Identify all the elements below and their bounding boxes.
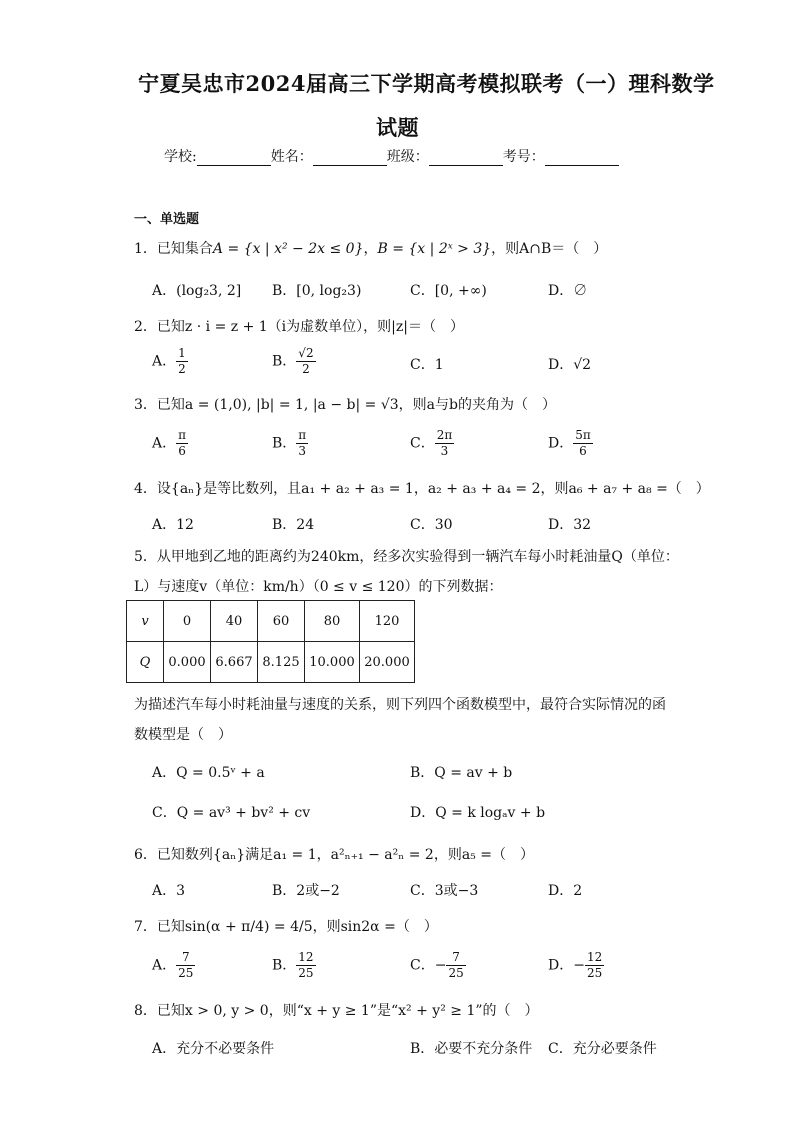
question-text: 设{aₙ}是等比数列，且a₁ + a₂ + a₃ = 1，a₂ + a₃ + a₄ = 2，则a₆ + a₇ + a₈ =（ ） bbox=[156, 481, 710, 497]
denominator: 3 bbox=[298, 444, 307, 458]
fraction bbox=[585, 950, 604, 981]
option-b: B．2或−2 bbox=[272, 883, 340, 899]
numerator: π bbox=[298, 428, 307, 442]
question-number: 7． bbox=[134, 919, 157, 935]
fraction bbox=[296, 346, 315, 377]
option-a bbox=[152, 346, 188, 377]
question-7 bbox=[134, 916, 438, 936]
option-label: D． bbox=[548, 435, 574, 452]
denominator: 25 bbox=[586, 966, 603, 980]
option-b: B．Q = av + b bbox=[410, 765, 513, 781]
option-d: D．Q = k logₐv + b bbox=[410, 805, 546, 821]
name-label: 姓名： bbox=[270, 149, 313, 165]
table-cell: 10.000 bbox=[305, 642, 360, 683]
class-field[interactable] bbox=[429, 151, 503, 166]
name-field[interactable] bbox=[313, 151, 387, 166]
table-cell: 6.667 bbox=[211, 642, 258, 683]
question-8 bbox=[134, 1000, 539, 1020]
student-info-line bbox=[164, 146, 619, 166]
fraction bbox=[176, 428, 188, 459]
option-c: C．Q = av³ + bv² + cv bbox=[152, 805, 311, 821]
option-a: A．Q = 0.5ᵛ + a bbox=[152, 765, 265, 781]
option-c: C．1 bbox=[410, 357, 444, 373]
question-4 bbox=[134, 478, 710, 498]
option-a: A．3 bbox=[152, 883, 186, 899]
table-cell: 20.000 bbox=[360, 642, 415, 683]
denominator: 6 bbox=[178, 444, 186, 458]
table-cell: 60 bbox=[258, 601, 305, 642]
denominator: 25 bbox=[448, 966, 464, 980]
option-d: D．√2 bbox=[548, 357, 592, 373]
option-c bbox=[410, 428, 454, 459]
numerator: √2 bbox=[298, 346, 314, 360]
option-b: B．必要不充分条件 bbox=[410, 1041, 533, 1057]
question-3 bbox=[134, 394, 556, 414]
fraction bbox=[176, 346, 188, 377]
question-6 bbox=[134, 844, 534, 864]
option-label: A． bbox=[152, 435, 177, 452]
question-text: 已知a = (1,0), |b| = 1, |a − b| = √3，则a与b的夹角为（ ） bbox=[156, 397, 556, 413]
option-d: D．32 bbox=[548, 517, 592, 533]
school-field[interactable] bbox=[197, 151, 271, 166]
question-2 bbox=[134, 316, 464, 336]
numerator: 5π bbox=[575, 428, 591, 442]
option-c: C．充分必要条件 bbox=[548, 1041, 657, 1057]
option-b bbox=[272, 346, 316, 377]
number-field[interactable] bbox=[545, 151, 619, 166]
table-cell: v bbox=[127, 601, 164, 642]
option-a bbox=[152, 950, 195, 981]
question-number: 8． bbox=[134, 1003, 157, 1019]
table-cell: 40 bbox=[211, 601, 258, 642]
question-text: 已知sin(α + π/4) = 4/5，则sin2α =（ ） bbox=[156, 919, 438, 935]
option-c: C．[0, +∞) bbox=[410, 283, 487, 299]
school-label: 学校: bbox=[164, 149, 197, 165]
question-lead: 已知集合 bbox=[156, 241, 213, 257]
number-label: 考号： bbox=[502, 149, 545, 165]
option-label: C．− bbox=[410, 957, 447, 974]
question-number: 5． bbox=[134, 549, 157, 565]
fraction bbox=[176, 950, 195, 981]
option-c: C．30 bbox=[410, 517, 453, 533]
question-1: 1．已知集合A = {x | x² − 2x ≤ 0}，B = {x | 2ˣ > 3}，则A∩B＝（ ） bbox=[134, 241, 608, 257]
option-a: A．12 bbox=[152, 517, 194, 533]
table-row bbox=[127, 642, 415, 683]
option-label: C． bbox=[410, 435, 435, 452]
fraction bbox=[296, 428, 308, 459]
numerator: 7 bbox=[446, 950, 465, 966]
option-d: D．2 bbox=[548, 883, 583, 899]
table-cell: 120 bbox=[360, 601, 415, 642]
fraction bbox=[435, 428, 455, 459]
option-a bbox=[152, 428, 188, 459]
question-number: 2． bbox=[134, 319, 157, 335]
option-d bbox=[548, 428, 593, 459]
question-5 bbox=[134, 546, 679, 566]
table-cell: 8.125 bbox=[258, 642, 305, 683]
denominator: 6 bbox=[579, 444, 587, 458]
denominator: 2 bbox=[302, 362, 310, 376]
numerator: 12 bbox=[586, 950, 603, 964]
question-number: 6． bbox=[134, 847, 157, 863]
set-a-formula: A = {x | x² − 2x ≤ 0} bbox=[212, 241, 364, 257]
option-label: B． bbox=[272, 957, 297, 974]
numerator: 12 bbox=[298, 950, 314, 964]
option-b: B．[0, log₂3) bbox=[272, 283, 362, 299]
numerator: 7 bbox=[176, 950, 195, 966]
numerator: 1 bbox=[178, 346, 186, 360]
numerator: π bbox=[178, 428, 187, 442]
option-b bbox=[272, 428, 308, 459]
data-table bbox=[126, 600, 415, 683]
class-label: 班级： bbox=[386, 149, 429, 165]
denominator: 25 bbox=[298, 966, 314, 980]
question-text: 已知z · i = z + 1（i为虚数单位），则|z|＝（ ） bbox=[156, 319, 464, 335]
option-label: A． bbox=[152, 353, 177, 370]
table-cell: 0 bbox=[164, 601, 211, 642]
option-a: A．(log₂3, 2] bbox=[152, 283, 242, 299]
question-number: 4． bbox=[134, 481, 157, 497]
fraction bbox=[296, 950, 315, 981]
question-text: 已知x > 0, y > 0，则“x + y ≥ 1”是“x² + y² ≥ 1”的（ ） bbox=[156, 1003, 539, 1019]
option-b: B．24 bbox=[272, 517, 315, 533]
table-cell: 80 bbox=[305, 601, 360, 642]
question-number: 1． bbox=[134, 241, 157, 257]
option-label: D．− bbox=[548, 957, 585, 974]
denominator: 25 bbox=[178, 966, 194, 980]
option-d: D．∅ bbox=[548, 283, 588, 299]
denominator: 2 bbox=[178, 362, 186, 376]
option-a: A．充分不必要条件 bbox=[152, 1041, 275, 1057]
option-c: C．3或−3 bbox=[410, 883, 479, 899]
option-label: B． bbox=[272, 353, 297, 370]
question-tail: ，则A∩B＝（ ） bbox=[491, 241, 608, 257]
option-b bbox=[272, 950, 316, 981]
option-label: B． bbox=[272, 435, 297, 452]
question-text: 从甲地到乙地的距离约为240km，经多次实验得到一辆汽车每小时耗油量Q（单位： bbox=[156, 549, 679, 565]
table-cell: Q bbox=[127, 642, 164, 683]
fraction bbox=[446, 950, 465, 981]
question-5-line2: L）与速度v（单位：km/h）（0 ≤ v ≤ 120）的下列数据： bbox=[134, 579, 503, 595]
option-label: A． bbox=[152, 957, 177, 974]
numerator: 2π bbox=[436, 428, 453, 442]
option-d bbox=[548, 950, 604, 981]
fraction bbox=[573, 428, 593, 459]
page-title: 宁夏吴忠市2024届高三下学期高考模拟联考（一）理科数学 bbox=[138, 71, 715, 96]
table-cell: 0.000 bbox=[164, 642, 211, 683]
denominator: 3 bbox=[440, 444, 449, 458]
option-c bbox=[410, 950, 466, 981]
section-title: 一、单选题 bbox=[134, 212, 200, 227]
question-5-line4: 数模型是（ ） bbox=[134, 727, 232, 743]
question-text: 已知数列{aₙ}满足a₁ = 1，a²ₙ₊₁ − a²ₙ = 2，则a₅ =（ ） bbox=[156, 847, 534, 863]
table-row bbox=[127, 601, 415, 642]
set-b-formula: B = {x | 2ˣ > 3} bbox=[377, 241, 492, 257]
question-number: 3． bbox=[134, 397, 157, 413]
question-5-line3: 为描述汽车每小时耗油量与速度的关系，则下列四个函数模型中，最符合实际情况的函 bbox=[134, 697, 666, 713]
page-title-line2: 试题 bbox=[376, 115, 419, 140]
